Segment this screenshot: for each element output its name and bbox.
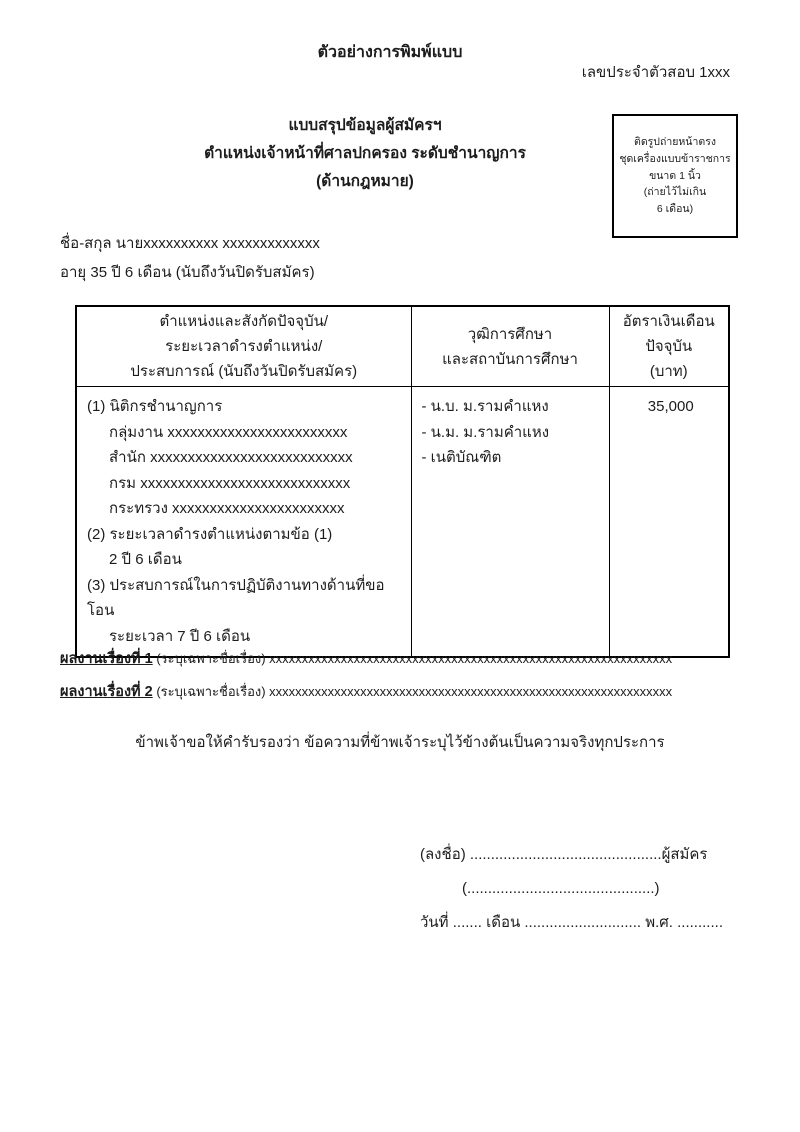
- work-result-1-label: ผลงานเรื่องที่ 1: [60, 651, 153, 667]
- work-result-2-label: ผลงานเรื่องที่ 2: [60, 684, 153, 700]
- header-position-line2: ระยะเวลาดำรงตำแหน่ง/: [165, 338, 323, 355]
- document-example-heading: ตัวอย่างการพิมพ์แบบ: [317, 44, 463, 61]
- form-title-line1: แบบสรุปข้อมูลผู้สมัครฯ: [288, 117, 442, 134]
- header-salary-cell: [609, 306, 729, 387]
- header-education-cell: [411, 306, 609, 387]
- position-line-4: กรม xxxxxxxxxxxxxxxxxxxxxxxxxxxx: [109, 474, 351, 492]
- header-salary-line2: ปัจจุบัน: [645, 338, 693, 355]
- position-line-2: กลุ่มงาน xxxxxxxxxxxxxxxxxxxxxxxx: [109, 423, 348, 441]
- salary-value-cell: [609, 387, 729, 658]
- exam-number: เลขประจำตัวสอบ 1xxx: [581, 64, 730, 81]
- form-title-line3: (ด้านกฎหมาย): [316, 173, 414, 190]
- position-line-9: ระยะเวลา 7 ปี 6 เดือน: [109, 627, 251, 645]
- certification-statement: ข้าพเจ้าขอให้คำรับรองว่า ข้อความที่ข้าพเจ้าระบุไว้ข้างต้นเป็นความจริงทุกประการ: [135, 734, 665, 751]
- signature-section: [420, 838, 723, 940]
- position-line-3: สำนัก xxxxxxxxxxxxxxxxxxxxxxxxxxx: [109, 449, 353, 466]
- header-position-line1: ตำแหน่งและสังกัดปัจจุบัน/: [159, 313, 329, 330]
- header-salary-line1: อัตราเงินเดือน: [622, 313, 715, 330]
- photo-placeholder-box: [612, 114, 738, 238]
- work-results-section: [60, 648, 775, 714]
- education-line-2: - น.ม. ม.รามคำแหง: [421, 423, 550, 441]
- signature-date-line: วันที่ ....... เดือน ............................ พ.ศ. ...........: [420, 914, 723, 931]
- photo-instruction-line2: ชุดเครื่องแบบข้าราชการ: [619, 152, 731, 165]
- form-title-line2: ตำแหน่งเจ้าหน้าที่ศาลปกครอง ระดับชำนาญการ: [204, 145, 526, 162]
- signature-sign-line: (ลงชื่อ) ..............................................ผู้สมัคร: [420, 846, 708, 863]
- position-line-5: กระทรวง xxxxxxxxxxxxxxxxxxxxxxx: [109, 500, 345, 517]
- position-line-7: 2 ปี 6 เดือน: [109, 551, 182, 568]
- education-line-1: - น.บ. ม.รามคำแหง: [421, 398, 549, 415]
- work-result-2-value: (ระบุเฉพาะชื่อเรื่อง) xxxxxxxxxxxxxxxxxxxxxxxxxxxxxxxxxxxxxxxxxxxxxxxxxxxxxxxxxxxxxx: [152, 684, 673, 699]
- photo-instruction-line5: 6 เดือน): [656, 203, 694, 216]
- applicant-info: [60, 229, 320, 287]
- photo-instruction-line3: ขนาด 1 นิ้ว: [649, 169, 701, 182]
- applicant-summary-table: [75, 305, 730, 658]
- table-header-row: [76, 306, 729, 387]
- header-position-line3: ประสบการณ์ (นับถึงวันปิดรับสมัคร): [130, 363, 358, 380]
- header-education-line2: และสถาบันการศึกษา: [442, 350, 578, 368]
- header-education-line1: วุฒิการศึกษา: [467, 325, 553, 343]
- education-details-cell: [411, 387, 609, 658]
- position-line-8: (3) ประสบการณ์ในการปฏิบัติงานทางด้านที่ขอโอน: [87, 576, 385, 619]
- table-body-row: [76, 387, 729, 658]
- position-line-1: (1) นิติกรชำนาญการ: [87, 398, 223, 415]
- position-details-cell: [76, 387, 411, 658]
- applicant-age-line: อายุ 35 ปี 6 เดือน (นับถึงวันปิดรับสมัคร): [60, 264, 315, 281]
- salary-value: 35,000: [647, 398, 694, 415]
- applicant-name-line: ชื่อ-สกุล นายxxxxxxxxxx xxxxxxxxxxxxx: [60, 235, 320, 252]
- photo-instruction-line1: ติดรูปถ่ายหน้าตรง: [634, 136, 716, 148]
- header-position-cell: [76, 306, 411, 387]
- photo-instruction-line4: (ถ่ายไว้ไม่เกิน: [643, 186, 707, 199]
- work-result-1: [60, 648, 775, 670]
- position-line-6: (2) ระยะเวลาดำรงตำแหน่งตามข้อ (1): [87, 525, 333, 543]
- signature-name-line: (.............................................): [462, 880, 660, 897]
- work-result-2: [60, 681, 775, 703]
- work-result-1-value: (ระบุเฉพาะชื่อเรื่อง) xxxxxxxxxxxxxxxxxxxxxxxxxxxxxxxxxxxxxxxxxxxxxxxxxxxxxxxxxxxxxx: [152, 651, 673, 666]
- header-salary-line3: (บาท): [649, 363, 688, 380]
- education-line-3: - เนติบัณฑิต: [421, 449, 502, 466]
